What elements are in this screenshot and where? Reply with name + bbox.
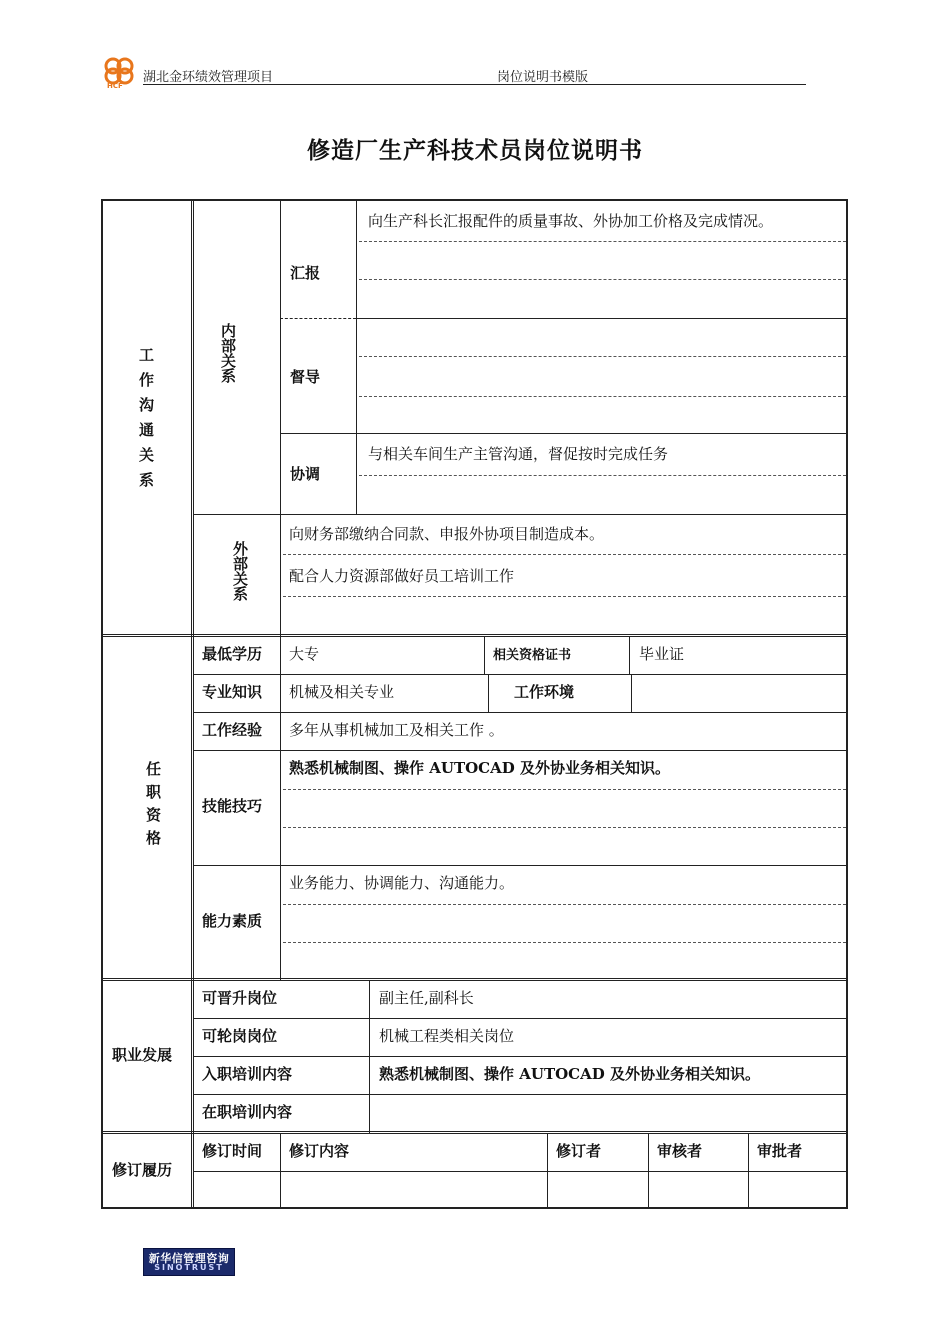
row-divider [193, 1018, 848, 1019]
header-rule [143, 84, 806, 85]
education-value: 大专 [289, 645, 320, 663]
dashed-line [283, 596, 846, 597]
revision-col-header: 修订者 [556, 1142, 602, 1160]
experience-label: 工作经验 [202, 721, 263, 739]
row-divider [193, 514, 848, 515]
revision-col-header: 审批者 [757, 1142, 803, 1160]
promotion-label: 可晋升岗位 [202, 989, 278, 1007]
experience-value: 多年从事机械加工及相关工作 。 [289, 721, 504, 739]
col-divider [193, 201, 194, 1209]
col-divider [629, 636, 630, 674]
row-divider [193, 674, 848, 675]
section-divider [103, 634, 848, 635]
dashed-line [283, 942, 846, 943]
dashed-line [283, 904, 846, 905]
col-divider [356, 201, 357, 514]
onboarding-value: 熟悉机械制图、操作 AUTOCAD 及外协业务相关知识。 [379, 1065, 760, 1083]
section-divider [103, 1133, 848, 1134]
logo-line-en: SINOTRUST [154, 1263, 224, 1272]
ability-value: 业务能力、协调能力、沟通能力。 [289, 874, 515, 892]
dashed-line [359, 241, 846, 242]
section-divider [103, 636, 848, 637]
dashed-line [359, 396, 846, 397]
sinotrust-logo [143, 1248, 235, 1276]
career-section-label: 职业发展 [112, 1046, 173, 1064]
row-divider [193, 712, 848, 713]
company-logo [101, 54, 137, 90]
knowledge-value: 机械及相关专业 [289, 683, 395, 701]
revision-col-header: 修订内容 [289, 1142, 350, 1160]
report-label: 汇报 [290, 264, 321, 282]
col-divider [280, 636, 281, 980]
row-divider [356, 318, 848, 319]
certificate-label: 相关资格证书 [493, 648, 572, 663]
dashed-line [283, 554, 846, 555]
external-item: 向财务部缴纳合同款、申报外协项目制造成本。 [289, 525, 605, 543]
section-divider [103, 1131, 848, 1132]
revision-section-label: 修订履历 [112, 1161, 173, 1179]
header-project: 湖北金环绩效管理项目 [143, 70, 274, 85]
knowledge-label: 专业知识 [202, 683, 263, 701]
row-divider [193, 865, 848, 866]
section-divider [103, 980, 848, 981]
col-divider [191, 201, 192, 1209]
promotion-value: 副主任,副科长 [379, 989, 474, 1007]
skills-label: 技能技巧 [202, 797, 263, 815]
header-doc-type: 岗位说明书模版 [497, 70, 589, 85]
col-divider [484, 636, 485, 674]
revision-col-header: 审核者 [657, 1142, 703, 1160]
dashed-line [283, 827, 846, 828]
ability-label: 能力素质 [202, 912, 263, 930]
col-divider [280, 201, 281, 514]
col-divider [488, 674, 489, 712]
page-title: 修造厂生产科技术员岗位说明书 [307, 138, 643, 164]
certificate-value: 毕业证 [639, 645, 685, 663]
external-relations-label: 外部关系 [231, 541, 249, 601]
external-item: 配合人力资源部做好员工培训工作 [289, 567, 515, 585]
row-divider [193, 1056, 848, 1057]
dashed-line [283, 789, 846, 790]
row-divider [193, 750, 848, 751]
internal-relations-label: 内部关系 [219, 323, 237, 383]
onjob-training-label: 在职培训内容 [202, 1103, 293, 1121]
rotation-label: 可轮岗岗位 [202, 1027, 278, 1045]
row-divider [280, 433, 848, 434]
dashed-line [359, 279, 846, 280]
col-divider [280, 514, 281, 636]
dashed-line [359, 356, 846, 357]
communication-section-label: 工作沟通关系 [137, 347, 155, 497]
col-divider [631, 674, 632, 712]
row-divider [280, 318, 356, 319]
section-divider [103, 978, 848, 979]
report-text: 向生产科长汇报配件的质量事故、外协加工价格及完成情况。 [368, 212, 774, 230]
revision-col-header: 修订时间 [202, 1142, 263, 1160]
coordinate-label: 协调 [290, 465, 321, 483]
logo-line-cn: 新华信管理咨询 [148, 1252, 230, 1265]
row-divider [193, 1171, 848, 1172]
education-label: 最低学历 [202, 645, 263, 663]
job-description-table [101, 199, 848, 1209]
supervise-label: 督导 [290, 368, 321, 386]
dashed-line [359, 475, 846, 476]
row-divider [193, 1094, 848, 1095]
qualification-section-label: 任职资格 [144, 761, 162, 853]
skills-value: 熟悉机械制图、操作 AUTOCAD 及外协业务相关知识。 [289, 759, 670, 777]
coordinate-text: 与相关车间生产主管沟通，督促按时完成任务 [368, 445, 669, 463]
onboarding-label: 入职培训内容 [202, 1065, 293, 1083]
rotation-value: 机械工程类相关岗位 [379, 1027, 515, 1045]
logo-text: HCF [107, 82, 123, 90]
environment-label: 工作环境 [514, 683, 575, 701]
